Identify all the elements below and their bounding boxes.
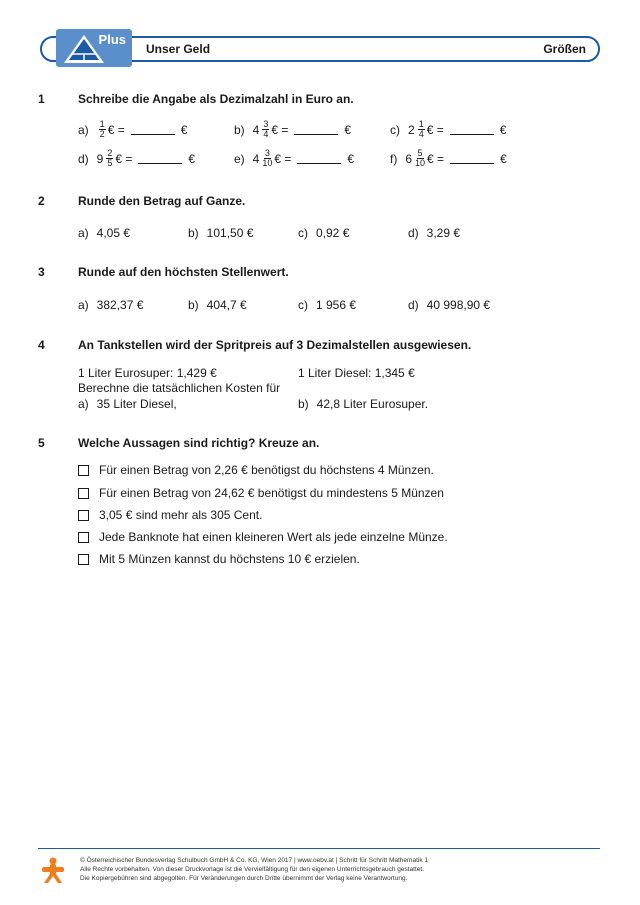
task-3-heading: Runde auf den höchsten Stellenwert. xyxy=(78,265,289,279)
task-4-instruction: Berechne die tatsächlichen Kosten für xyxy=(78,381,281,395)
task-3-item-c: c) 1 956 € xyxy=(298,298,357,312)
task-1-number: 1 xyxy=(38,92,45,106)
task-3-number: 3 xyxy=(38,265,45,279)
statement-5: Mit 5 Münzen kannst du höchstens 10 € erzielen. xyxy=(78,552,360,566)
answer-blank[interactable] xyxy=(297,153,341,164)
task-1-item-b: b) 4 $\frac{3}{4}$ € = € xyxy=(234,119,352,139)
footer-copyright: © Österreichischer Bundesverlag Schulbuch GmbH & Co. KG, Wien 2017 | www.oebv.at | Schritt für Schritt Mathematik 1 Alle Rechte vorbehalten. Von dieser Druckvorlage ist die Vervielfältigung für den eigenen Unterrichtsgebrauch gestattet. Die Kopiergebühren sind abgegolten. Für Veränderungen durch Dritte übernimmt der Verlag keine Verantwortung. xyxy=(80,857,428,882)
checkbox[interactable] xyxy=(78,532,89,543)
task-1-item-c: c) 2 $\frac{1}{4}$ € = € xyxy=(390,119,507,139)
task-1-item-f: f) 6 $\frac{5}{10}$ € = € xyxy=(390,148,507,168)
task-3-item-a: a) 382,37 € xyxy=(78,298,144,312)
price-diesel: 1 Liter Diesel: 1,345 € xyxy=(298,366,415,380)
plus-logo xyxy=(56,29,132,67)
statement-2: Für einen Betrag von 24,62 € benötigst du mindestens 5 Münzen xyxy=(78,486,444,500)
task-5-number: 5 xyxy=(38,436,45,450)
checkbox[interactable] xyxy=(78,465,89,476)
checkbox[interactable] xyxy=(78,488,89,499)
publisher-logo-icon xyxy=(40,856,66,884)
task-5-heading: Welche Aussagen sind richtig? Kreuze an. xyxy=(78,436,320,450)
checkbox[interactable] xyxy=(78,510,89,521)
task-4-item-b: b) 42,8 Liter Eurosuper. xyxy=(298,397,429,411)
answer-blank[interactable] xyxy=(294,124,338,135)
task-2-heading: Runde den Betrag auf Ganze. xyxy=(78,194,246,208)
task-4-number: 4 xyxy=(38,338,45,352)
statement-1: Für einen Betrag von 2,26 € benötigst du höchstens 4 Münzen. xyxy=(78,463,434,477)
task-1-heading: Schreibe die Angabe als Dezimalzahl in Euro an. xyxy=(78,92,354,106)
footer-divider xyxy=(38,848,600,849)
task-3-item-b: b) 404,7 € xyxy=(188,298,247,312)
task-1-item-d: d) 9 $\frac{2}{5}$ € = € xyxy=(78,148,196,168)
price-eurosuper: 1 Liter Eurosuper: 1,429 € xyxy=(78,366,217,380)
answer-blank[interactable] xyxy=(138,153,182,164)
statement-3: 3,05 € sind mehr als 305 Cent. xyxy=(78,508,262,522)
answer-blank[interactable] xyxy=(450,153,494,164)
checkbox[interactable] xyxy=(78,554,89,565)
task-2-number: 2 xyxy=(38,194,45,208)
page-topic: Größen xyxy=(543,42,586,56)
task-1-item-e: e) 4 $\frac{3}{10}$ € = € xyxy=(234,148,355,168)
task-2-item-d: d) 3,29 € xyxy=(408,226,461,240)
task-4-heading: An Tankstellen wird der Spritpreis auf 3 Dezimalstellen ausgewiesen. xyxy=(78,338,472,352)
answer-blank[interactable] xyxy=(131,124,175,135)
plus-badge: Plus xyxy=(98,32,126,47)
task-2-item-b: b) 101,50 € xyxy=(188,226,254,240)
statement-4: Jede Banknote hat einen kleineren Wert als jede einzelne Münze. xyxy=(78,530,448,544)
task-2-item-a: a) 4,05 € xyxy=(78,226,131,240)
answer-blank[interactable] xyxy=(450,124,494,135)
task-2-item-c: c) 0,92 € xyxy=(298,226,350,240)
task-4-item-a: a) 35 Liter Diesel, xyxy=(78,397,177,411)
task-1-item-a: a) $\frac{1}{2}$ € = € xyxy=(78,119,188,139)
page-title: Unser Geld xyxy=(146,42,211,56)
task-3-item-d: d) 40 998,90 € xyxy=(408,298,491,312)
